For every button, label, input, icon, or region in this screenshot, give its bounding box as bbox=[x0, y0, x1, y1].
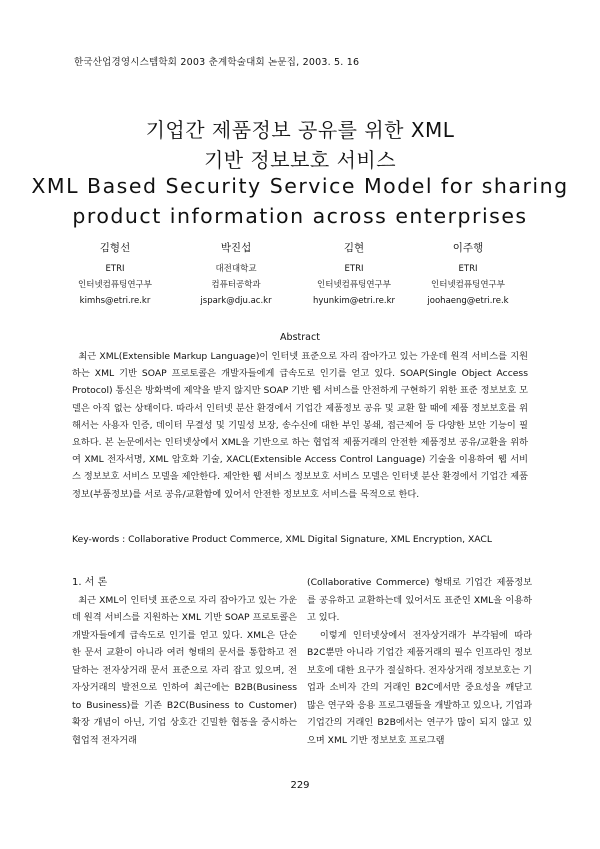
body-column-left bbox=[72, 574, 297, 749]
body-column-right bbox=[307, 574, 532, 749]
author-email: jspark@dju.ac.kr bbox=[200, 296, 272, 306]
abstract-body bbox=[72, 348, 528, 503]
author-name: 김현 bbox=[343, 242, 365, 254]
author-affiliation: ETRI bbox=[458, 264, 478, 274]
author-block bbox=[403, 240, 533, 309]
section-heading: 1. 서 론 bbox=[72, 577, 108, 588]
body-paragraph: 이렇게 인터넷상에서 전자상거래가 부각됨에 따라 B2C뿐만 아니라 기업간 제품거래의 필수 인프라인 정보보호에 대한 요구가 절실하다. 전자상거래 정보보호는 기업과 소비자 간의 거래인 B2C에서만 중요성을 깨닫고 많은 연구와 응용 프로그램들을 개발하고 있으나, 기업과 기업간의 거래인 B2B에서는 연구가 많이 되지 않고 있으며 XML 기반 정보보호 프로그램 bbox=[307, 629, 532, 746]
body-paragraph: 최근 XML이 인터넷 표준으로 자리 잡아가고 있는 가운데 원격 서비스를 지원하는 XML 기반 SOAP 프로토콜은 개발자들에게 급속도로 인기를 얻고 있다. XML은 단순한 문서 교환이 아니라 여러 형태의 문서를 통합하고 전달하는 전자상거래 문서 표준으로 자리 잡고 있으며, 전자상거래의 발전으로 인하여 최근에는 B2B(Business to Business)를 기존 B2C(Business to Customer) 확장 개념이 아닌, 기업 상호간 긴밀한 협동을 중시하는 협업적 전자거래 bbox=[72, 594, 297, 746]
keywords-line: Key-words : Collaborative Product Commerce, XML Digital Signature, XML Encryption, XACL bbox=[72, 534, 492, 545]
title-english-line2: product information across enterprises bbox=[72, 204, 528, 228]
abstract-paragraph: 최근 XML(Extensible Markup Language)이 인터넷 표준으로 자리 잡아가고 있는 가운데 원격 서비스를 지원하는 XML 기반 SOAP 프로토콜은 개발자들에게 급속도로 인기를 얻고 있다. SOAP(Single Object Access Protocol) 통신은 방화벽에 제약을 받지 않지만 SOAP 기반 웹 서비스를 안전하게 구현하기 위한 표준 정보보호 모델은 아직 없는 상태이다. 따라서 인터넷 분산 환경에서 기업간 제품정보 공유 및 교환 할 때에 제품 정보보호를 위해서는 사용자 인증, 데이터 무결성 및 기밀성 보장, 송수신에 대한 부인 봉쇄, 접근제어 등 다양한 보안 기능이 필요하다. 본 논문에서는 인터넷상에서 XML을 기반으로 하는 협업적 제품거래의 안전한 제품정보 공유/교환을 위하여 XML 전자서명, XML 암호화 기술, XACL(Extensible Access Control Language) 기술을 이용하여 웹 서비스 정보보호 서비스 모델을 제안한다. 제안한 웹 서비스 정보보호 서비스 모델은 인터넷 분산 환경에서 기업간 제품정보(부품정보)를 서로 공유/교환함에 있어서 안전한 정보보호 서비스를 목적으로 한다. bbox=[72, 351, 528, 500]
author-name: 이주행 bbox=[452, 242, 484, 254]
author-department: 인터넷컴퓨팅연구부 bbox=[431, 280, 505, 290]
author-department: 인터넷컴퓨팅연구부 bbox=[78, 280, 152, 290]
author-email: kimhs@etri.re.kr bbox=[79, 296, 151, 306]
author-name: 박진섭 bbox=[220, 242, 252, 254]
author-email: hyunkim@etri.re.kr bbox=[312, 296, 396, 306]
author-name: 김형선 bbox=[99, 242, 131, 254]
title-english-line1: XML Based Security Service Model for sharing bbox=[31, 174, 569, 198]
author-affiliation: ETRI bbox=[344, 264, 364, 274]
author-affiliation: ETRI bbox=[105, 264, 125, 274]
author-department: 컴퓨터공학과 bbox=[211, 280, 261, 290]
running-header: 한국산업경영시스템학회 2003 춘계학술대회 논문집, 2003. 5. 16 bbox=[74, 57, 360, 68]
author-block bbox=[289, 240, 419, 309]
title-korean-line2: 기반 정보보호 서비스 bbox=[203, 148, 397, 172]
author-block bbox=[50, 240, 180, 309]
page-number: 229 bbox=[290, 780, 310, 791]
author-department: 인터넷컴퓨팅연구부 bbox=[317, 280, 391, 290]
author-affiliation: 대전대학교 bbox=[215, 264, 257, 274]
body-paragraph: (Collaborative Commerce) 형태로 기업간 제품정보를 공유하고 교환하는데 있어서도 표준인 XML을 이용하고 있다. bbox=[307, 577, 532, 623]
author-list bbox=[60, 240, 540, 306]
title-korean-line1: 기업간 제품정보 공유를 위한 XML bbox=[145, 118, 455, 142]
author-block bbox=[171, 240, 301, 309]
author-email: joohaeng@etri.re.k bbox=[427, 296, 509, 306]
abstract-heading: Abstract bbox=[280, 332, 320, 343]
